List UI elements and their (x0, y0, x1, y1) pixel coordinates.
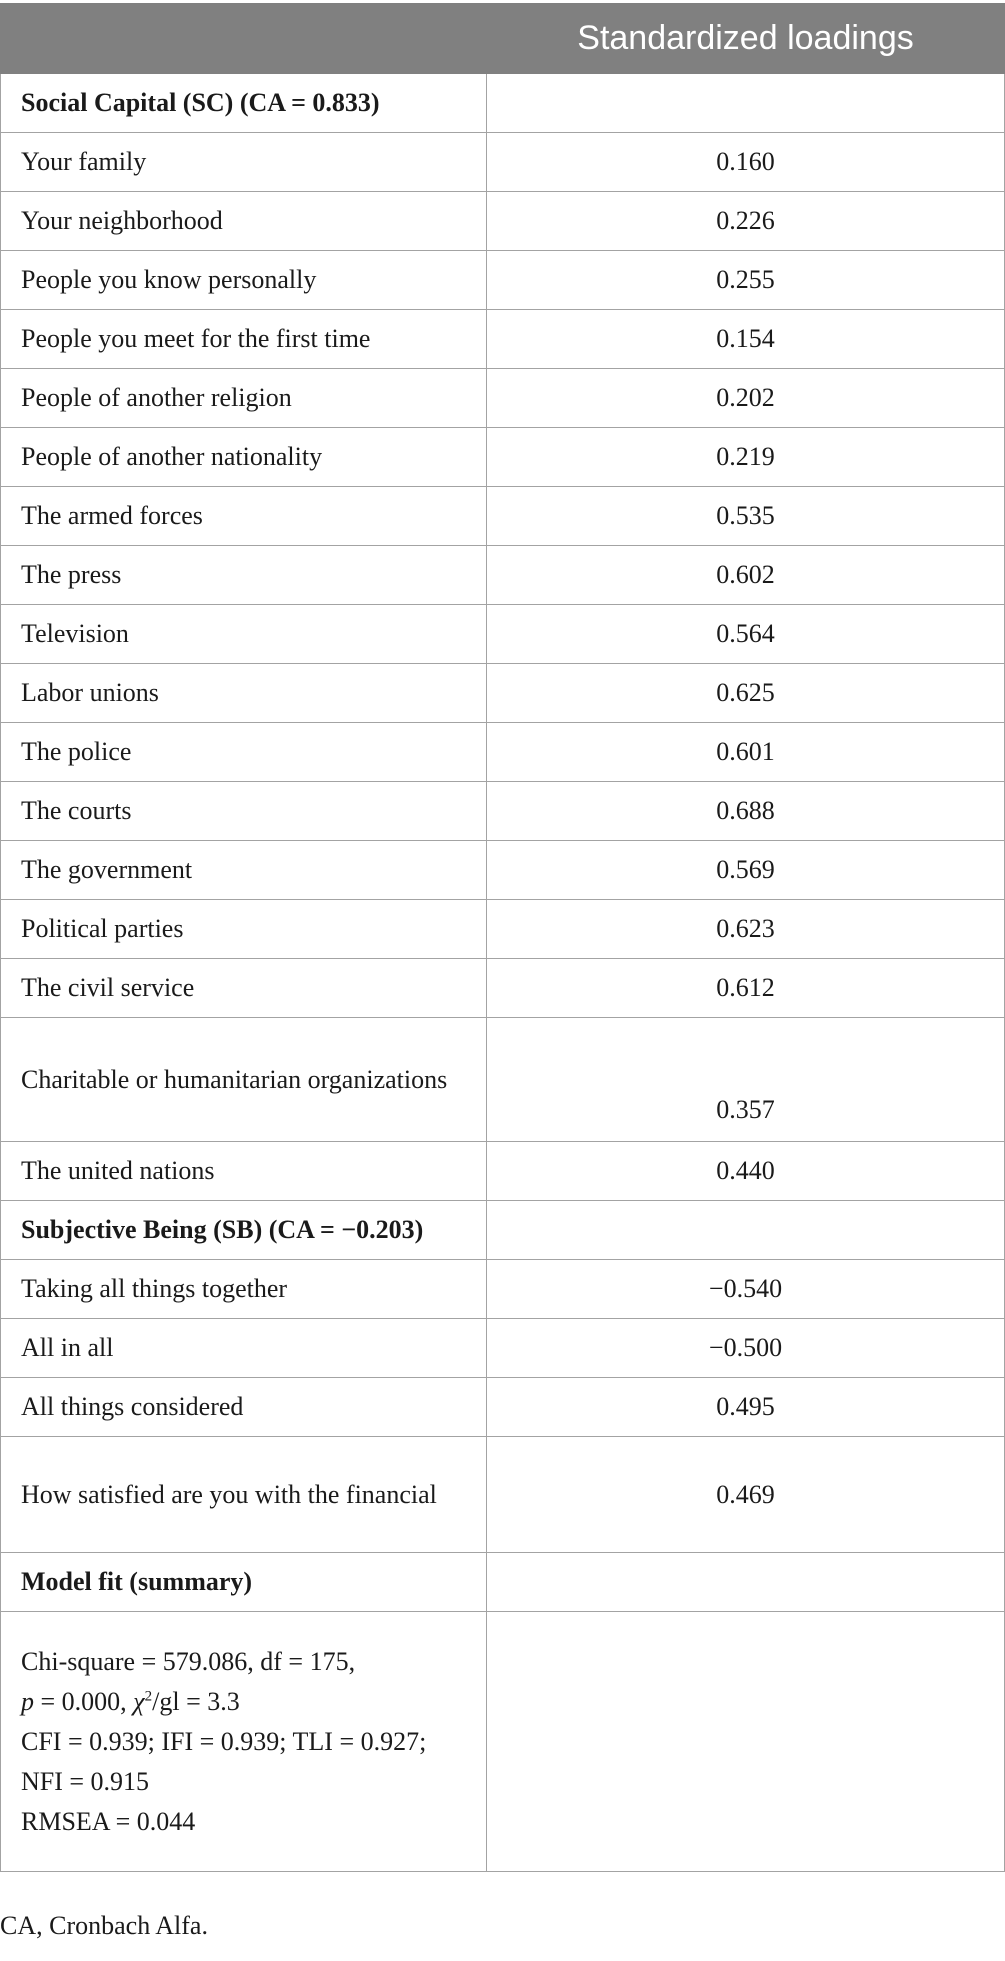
model-fit-chi-square: Chi-square = 579.086, df = 175, (21, 1646, 356, 1676)
model-fit-summary (1, 1612, 487, 1872)
row-label: Taking all things together (1, 1260, 487, 1319)
row-value: 0.495 (487, 1378, 1005, 1437)
table-row (1, 428, 1005, 487)
table-row (1, 546, 1005, 605)
model-fit-rmsea: RMSEA = 0.044 (21, 1806, 196, 1836)
row-label: Charitable or humanitarian organizations (1, 1018, 487, 1142)
section-title: Subjective Being (SB) (CA = −0.203) (1, 1201, 487, 1260)
row-label: Labor unions (1, 664, 487, 723)
row-value: 0.255 (487, 251, 1005, 310)
row-value: 0.569 (487, 841, 1005, 900)
row-label: The police (1, 723, 487, 782)
row-value: 0.602 (487, 546, 1005, 605)
row-label: How satisfied are you with the financial (1, 1437, 487, 1553)
header-standardized-loadings: Standardized loadings (487, 4, 1005, 74)
table-row (1, 664, 1005, 723)
row-label: People of another religion (1, 369, 487, 428)
model-fit-row (1, 1612, 1005, 1872)
row-label: Political parties (1, 900, 487, 959)
row-label: Television (1, 605, 487, 664)
row-value: −0.500 (487, 1319, 1005, 1378)
section-row-social-capital (1, 74, 1005, 133)
row-value: 0.623 (487, 900, 1005, 959)
section-value-blank (487, 1553, 1005, 1612)
model-fit-line (21, 1722, 466, 1762)
row-value: 0.440 (487, 1142, 1005, 1201)
row-value: 0.688 (487, 782, 1005, 841)
table-row (1, 1437, 1005, 1553)
section-title: Model fit (summary) (1, 1553, 487, 1612)
p-symbol: p (21, 1686, 34, 1716)
loadings-table (0, 3, 1005, 1872)
model-fit-nfi: NFI = 0.915 (21, 1766, 150, 1796)
table-row (1, 192, 1005, 251)
row-label: People of another nationality (1, 428, 487, 487)
table-row (1, 723, 1005, 782)
table-row (1, 841, 1005, 900)
table-footnote: CA, Cronbach Alfa. (0, 1911, 208, 1940)
model-fit-indices: CFI = 0.939; IFI = 0.939; TLI = 0.927; (21, 1726, 427, 1756)
table-row (1, 1018, 1005, 1142)
row-value: 0.601 (487, 723, 1005, 782)
table-row (1, 133, 1005, 192)
table-row (1, 251, 1005, 310)
row-value: −0.540 (487, 1260, 1005, 1319)
row-value: 0.564 (487, 605, 1005, 664)
model-fit-line (21, 1682, 466, 1722)
model-fit-value-blank (487, 1612, 1005, 1872)
table-row (1, 310, 1005, 369)
table-row (1, 369, 1005, 428)
chi-ratio: /gl = 3.3 (152, 1686, 240, 1716)
row-value: 0.226 (487, 192, 1005, 251)
row-value: 0.202 (487, 369, 1005, 428)
row-label: People you know personally (1, 251, 487, 310)
section-title: Social Capital (SC) (CA = 0.833) (1, 74, 487, 133)
section-row-model-fit (1, 1553, 1005, 1612)
row-label: The civil service (1, 959, 487, 1018)
table-row (1, 1142, 1005, 1201)
row-value: 0.219 (487, 428, 1005, 487)
row-label: The government (1, 841, 487, 900)
section-row-subjective-being (1, 1201, 1005, 1260)
row-value: 0.357 (487, 1018, 1005, 1142)
model-fit-line (21, 1802, 466, 1842)
row-value: 0.535 (487, 487, 1005, 546)
row-label: Your neighborhood (1, 192, 487, 251)
table-row (1, 1319, 1005, 1378)
table-row (1, 1260, 1005, 1319)
table-row (1, 487, 1005, 546)
model-fit-line (21, 1762, 466, 1802)
row-value: 0.154 (487, 310, 1005, 369)
section-value-blank (487, 74, 1005, 133)
row-label: The united nations (1, 1142, 487, 1201)
chi-superscript: 2 (144, 1687, 153, 1704)
row-label: Your family (1, 133, 487, 192)
table-row (1, 782, 1005, 841)
row-label: All in all (1, 1319, 487, 1378)
row-value: 0.612 (487, 959, 1005, 1018)
table-row (1, 605, 1005, 664)
row-label: The press (1, 546, 487, 605)
row-label: People you meet for the first time (1, 310, 487, 369)
row-value: 0.160 (487, 133, 1005, 192)
table-row (1, 1378, 1005, 1437)
row-label: The armed forces (1, 487, 487, 546)
table-row (1, 900, 1005, 959)
p-value: = 0.000, (34, 1686, 134, 1716)
row-label: The courts (1, 782, 487, 841)
row-value: 0.625 (487, 664, 1005, 723)
row-label: All things considered (1, 1378, 487, 1437)
model-fit-line (21, 1642, 466, 1682)
table-header-row (1, 4, 1005, 74)
header-blank-cell (1, 4, 487, 74)
chi-symbol: χ (133, 1686, 145, 1716)
row-value: 0.469 (487, 1437, 1005, 1553)
table-row (1, 959, 1005, 1018)
section-value-blank (487, 1201, 1005, 1260)
